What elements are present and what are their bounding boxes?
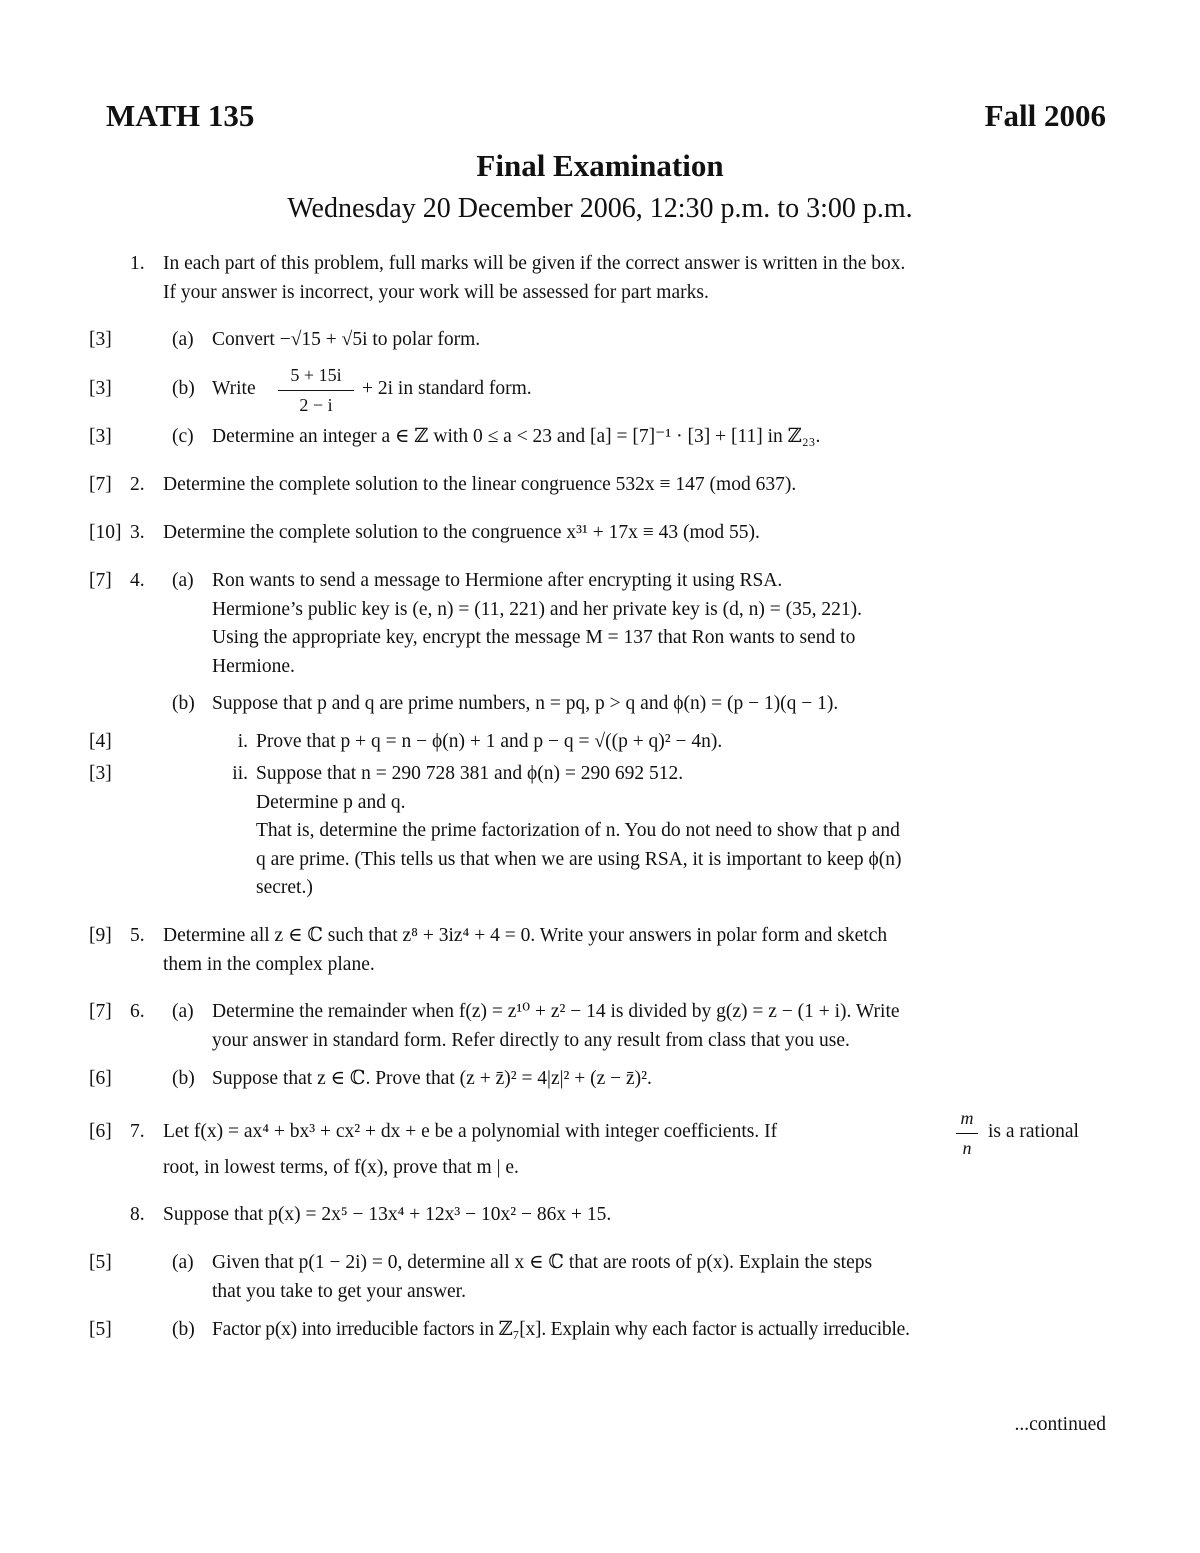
question-text: [163, 922, 1106, 979]
marks: [3]: [89, 378, 112, 399]
question-number: 3.: [130, 522, 145, 543]
fraction-denominator: 2 − i: [299, 395, 333, 415]
marks: [4]: [89, 731, 112, 752]
subpart-text: [256, 760, 1106, 903]
text-line: Hermione.: [212, 655, 295, 677]
subpart-label: ii.: [232, 763, 248, 784]
question-number: 4.: [130, 570, 145, 591]
part-suffix: + 2i in standard form.: [362, 378, 532, 399]
marks: [7]: [89, 474, 112, 495]
question-number: 2.: [130, 474, 145, 495]
text-line: That is, determine the prime factorization of n. You do not need to show that p and: [256, 820, 900, 841]
part-text: [212, 998, 1106, 1055]
text-line: them in the complex plane.: [163, 953, 375, 975]
course-code: MATH 135: [106, 98, 255, 133]
question-number: 7.: [130, 1121, 145, 1142]
question-text-line1: Let f(x) = ax⁴ + bx³ + cx² + dx + e be a polynomial with integer coefficients. If: [163, 1121, 778, 1142]
part-text: Suppose that p and q are prime numbers, n = pq, p > q and ϕ(n) = (p − 1)(q − 1).: [212, 693, 839, 714]
text-line: your answer in standard form. Refer directly to any result from class that you use.: [212, 1029, 850, 1051]
part-label: (b): [172, 378, 195, 399]
subpart-text: Prove that p + q = n − ϕ(n) + 1 and p − q = √((p + q)² − 4n).: [256, 731, 723, 752]
part-label: (a): [172, 1252, 194, 1273]
continued-note: ...continued: [1014, 1414, 1106, 1435]
marks: [5]: [89, 1252, 112, 1273]
fraction-numerator: 5 + 15i: [290, 365, 342, 385]
intro-line: In each part of this problem, full marks will be given if the correct answer is written in the box.: [163, 253, 906, 274]
part-text: Determine an integer a ∈ ℤ with 0 ≤ a < 23 and [a] = [7]⁻¹ · [3] + [11] in ℤ₂₃.: [212, 426, 821, 447]
text-line: Determine the remainder when f(z) = z¹⁰ + z² − 14 is divided by g(z) = z − (1 + i). Write: [212, 1001, 900, 1022]
part-text: [212, 1249, 1106, 1306]
exam-datetime: Wednesday 20 December 2006, 12:30 p.m. to 3:00 p.m.: [287, 193, 913, 224]
part-label: (c): [172, 426, 194, 447]
question-number: 6.: [130, 1001, 145, 1022]
exam-title: Final Examination: [476, 148, 724, 183]
question-number: 1.: [130, 253, 145, 274]
intro-line: If your answer is incorrect, your work will be assessed for part marks.: [163, 281, 709, 303]
fraction-numerator: m: [960, 1108, 974, 1128]
marks: [7]: [89, 570, 112, 591]
marks: [7]: [89, 1001, 112, 1022]
part-label: (b): [172, 693, 195, 714]
marks: [6]: [89, 1068, 112, 1089]
text-line: secret.): [256, 877, 313, 898]
question-text: Determine the complete solution to the congruence x³¹ + 17x ≡ 43 (mod 55).: [163, 522, 760, 543]
text-line: Determine all z ∈ ℂ such that z⁸ + 3iz⁴ + 4 = 0. Write your answers in polar form and sketch: [163, 925, 888, 946]
part-label: (a): [172, 1001, 194, 1022]
text-line: q are prime. (This tells us that when we are using RSA, it is important to keep ϕ(n): [256, 848, 902, 870]
question-number: 5.: [130, 925, 145, 946]
question-1-intro: [163, 250, 1106, 307]
part-prefix: Write: [212, 378, 256, 399]
text-line: Given that p(1 − 2i) = 0, determine all x ∈ ℂ that are roots of p(x). Explain the steps: [212, 1252, 873, 1273]
marks: [3]: [89, 763, 112, 784]
part-label: (a): [172, 570, 194, 591]
part-text: Suppose that z ∈ ℂ. Prove that (z + z̄)² = 4|z|² + (z − z̄)².: [212, 1068, 652, 1089]
subpart-label: i.: [237, 731, 248, 752]
text-line: Using the appropriate key, encrypt the message M = 137 that Ron wants to send to: [212, 627, 856, 648]
marks: [3]: [89, 426, 112, 447]
marks: [3]: [89, 329, 112, 350]
part-label: (b): [172, 1068, 195, 1089]
question-text: Suppose that p(x) = 2x⁵ − 13x⁴ + 12x³ − 10x² − 86x + 15.: [163, 1204, 612, 1225]
marks: [9]: [89, 925, 112, 946]
question-number: 8.: [130, 1204, 145, 1225]
question-text: Determine the complete solution to the linear congruence 532x ≡ 147 (mod 637).: [163, 474, 797, 495]
part-label: (a): [172, 329, 194, 350]
text-line: Hermione’s public key is (e, n) = (11, 221) and her private key is (d, n) = (35, 221).: [212, 598, 862, 620]
part-label: (b): [172, 1319, 195, 1340]
text-line: Ron wants to send a message to Hermione after encrypting it using RSA.: [212, 570, 783, 591]
marks: [5]: [89, 1319, 112, 1340]
part-text: [212, 567, 1106, 681]
marks: [6]: [89, 1121, 112, 1142]
question-text-line2: root, in lowest terms, of f(x), prove that m | e.: [163, 1157, 519, 1178]
text-line: that you take to get your answer.: [212, 1280, 466, 1302]
part-text: Convert −√15 + √5i to polar form.: [212, 329, 481, 350]
text-line: Determine p and q.: [256, 791, 406, 813]
question-text-line1-end: is a rational: [988, 1121, 1079, 1142]
marks: [10]: [89, 522, 122, 543]
term: Fall 2006: [984, 98, 1106, 133]
part-text: Factor p(x) into irreducible factors in ℤ₇[x]. Explain why each factor is actually irreducible.: [212, 1319, 910, 1340]
text-line: Suppose that n = 290 728 381 and ϕ(n) = 290 692 512.: [256, 763, 684, 784]
fraction-denominator: n: [962, 1138, 972, 1158]
